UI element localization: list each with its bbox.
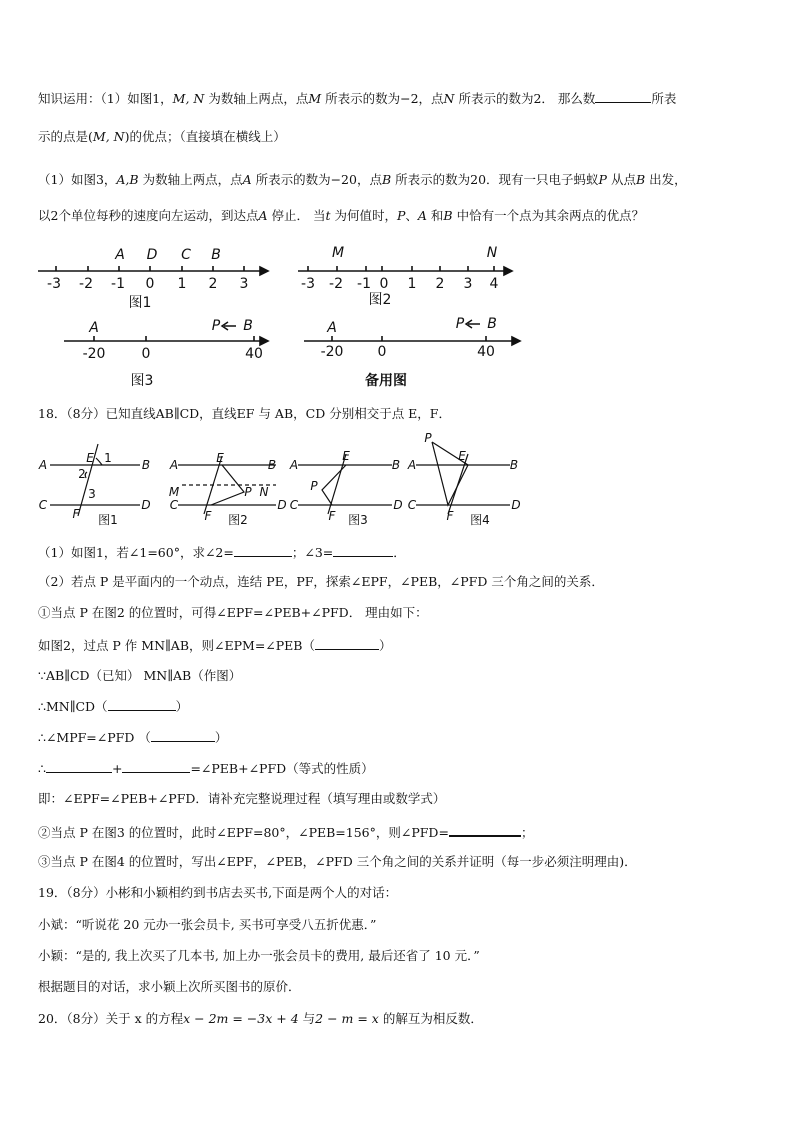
question-19-ask [38,979,301,995]
geo-label: F [204,509,212,523]
text: ） [378,638,392,653]
text: ． [393,545,406,560]
point-label: A [327,320,337,336]
text: 与 [298,1011,316,1026]
answer-blank[interactable] [122,760,190,773]
math: t [325,208,331,223]
text: 、 [405,208,418,223]
math: A,B [116,172,139,187]
equation: x − 2m = −3x + 4 [183,1011,299,1026]
point-label: B [211,247,221,263]
geo-label: F [328,509,336,523]
text: ∵AB∥CD（已知） MN∥AB（作图） [38,668,242,683]
geo-label: F [446,509,454,523]
geo-label: D [393,498,403,512]
answer-blank[interactable] [333,544,393,557]
figure-caption: 图1 [128,295,152,311]
point-label: P [455,316,465,332]
text: =∠PEB+∠PFD（等式的性质） [190,761,374,776]
step-5 [38,729,227,746]
question-20-title [38,1011,483,1027]
geo-label: B [267,458,277,472]
math: M, N [172,91,205,106]
text: 小斌：“听说花 20 元办一张会员卡, 买书可享受八五折优惠．” [38,917,377,932]
tick-label: 3 [239,276,249,292]
text: （2）若点 P 是平面内的一个动点，连结 PE，PF，探索∠EPF，∠PEB，∠PFD 三个角之间的关系． [38,574,604,589]
geometry-figures [36,432,526,532]
text: 20．（8分）关于 x 的方程 [38,1011,184,1026]
tick-label: 1 [407,276,417,292]
text: ∴∠MPF=∠PFD （ [38,730,151,745]
tick-label: 1 [177,276,187,292]
text: 所表示的数为−20，点 [251,172,382,187]
text: ） [175,699,189,714]
geo-label: E [458,449,466,463]
step-2 [38,637,392,654]
math: N [443,91,455,106]
text: 所表示的数为20．现有一只电子蚂蚁 [391,172,599,187]
geo-label: P [310,479,318,493]
text: 停止． 当 [267,208,326,223]
point-label: P [211,318,221,334]
text-line-4 [38,208,644,224]
answer-blank[interactable] [315,637,379,650]
equation: 2 − m = x [315,1011,379,1026]
question-18-part-1 [38,544,406,561]
text: （1）如图3， [38,172,117,187]
text: 知识运用：（1）如图1， [38,91,173,106]
text: 18．（8分）已知直线AB∥CD，直线EF 与 AB，CD 分别相交于点 E，F． [38,406,451,421]
geo-label: E [86,451,94,465]
text: 如图2，过点 P 作 MN∥AB，则∠EPM=∠PEB（ [38,638,315,653]
question-19-title [38,885,397,901]
step-4 [38,698,188,715]
geo-label: B [391,458,401,472]
text: 和 [426,208,444,223]
point-label: A [89,320,99,336]
geo-label: C [407,498,417,512]
tick-label: -3 [301,276,315,292]
math: M [308,91,322,106]
text: 所表示的数为−2，点 [321,91,444,106]
geo-label: P [424,432,432,445]
text: ； [520,825,534,840]
step-6 [38,760,374,777]
text-line-2 [38,129,286,145]
geo-label: D [141,498,151,512]
text: 示的点是( [38,129,93,144]
text: )的优点；（直接填在横线上） [124,129,286,144]
text: ∴ [38,761,46,776]
point-label: N [486,245,498,261]
tick-label: 0 [379,276,389,292]
text: ；∠3= [291,545,334,560]
text: 即：∠EPF=∠PEB+∠PFD．请补充完整说理过程（填写理由或数学式） [38,791,446,806]
math: A [417,208,427,223]
tick-label: -20 [320,344,344,360]
text: 所表 [651,91,677,106]
point-label: D [146,247,158,263]
text: 为数轴上两点，点 [138,172,243,187]
step-7 [38,791,445,807]
answer-blank[interactable] [108,698,176,711]
step-3 [38,668,241,684]
tick-label: 2 [435,276,445,292]
answer-blank[interactable] [151,729,215,742]
tick-label: -2 [329,276,343,292]
geo-label: E [216,451,224,465]
step-8 [38,823,533,841]
tick-label: -2 [79,276,93,292]
tick-label: -3 [47,276,61,292]
tick-label: 3 [463,276,473,292]
angle-label: 1 [104,451,112,465]
angle-label: 2 [78,467,86,481]
point-label: C [181,247,191,263]
question-18-title [38,406,451,422]
question-18-part-2 [38,574,604,590]
tick-label: 2 [208,276,218,292]
step-1 [38,605,428,621]
figure-caption: 图4 [470,513,490,527]
geo-label: E [342,449,350,463]
geo-label: D [277,498,287,512]
text: 出发， [645,172,687,187]
dialogue-1 [38,917,376,933]
answer-blank[interactable] [595,90,651,103]
figure-caption: 图3 [130,373,154,389]
tick-label: 0 [141,346,151,362]
figure-caption: 图1 [98,513,118,527]
geo-label: P [244,485,252,499]
geo-label: M [168,485,180,499]
figure-caption: 图3 [348,513,368,527]
text: 为何值时， [330,208,397,223]
text-line-1 [38,90,676,107]
dialogue-2 [38,948,480,964]
text: 以2个单位每秒的速度向左运动，到达点 [38,208,259,223]
text: ③当点 P 在图4 的位置时，写出∠EPF，∠PEB，∠PFD 三个角之间的关系并证明（每一步必须注明理由)． [38,854,637,869]
text: 小颖：“是的, 我上次买了几本书, 加上办一张会员卡的费用, 最后还省了 10 元．” [38,948,480,963]
point-label: M [331,245,345,261]
text: 的解互为相反数． [378,1011,483,1026]
math: A [242,172,252,187]
geo-label: A [169,458,179,472]
math: B [635,172,646,187]
angle-label: 3 [88,487,96,501]
tick-label: 0 [145,276,155,292]
figure-caption: 图2 [228,513,248,527]
text: 19．（8分）小彬和小颖相约到书店去买书,下面是两个人的对话： [38,885,398,900]
point-label: B [487,316,497,332]
text-line-3 [38,172,687,188]
text: + [111,761,123,776]
text: ∴MN∥CD（ [38,699,108,714]
geo-label: A [38,458,48,472]
geo-label: A [407,458,417,472]
figure-caption: 图2 [368,292,392,308]
point-label: B [243,318,253,334]
geo-label: B [141,458,151,472]
point-label: A [115,247,125,263]
geo-label: N [259,485,269,499]
geo-label: A [289,458,299,472]
math: P [598,172,607,187]
tick-label: 40 [477,344,495,360]
step-9 [38,854,637,870]
math: M, N [92,129,125,144]
text: 从点 [606,172,636,187]
text: ②当点 P 在图3 的位置时，此时∠EPF=80°，∠PEB=156°，则∠PFD= [38,825,449,840]
text: ） [214,730,228,745]
tick-label: -1 [357,276,371,292]
answer-blank[interactable] [449,823,521,837]
geo-label: F [72,507,80,521]
text: ①当点 P 在图2 的位置时，可得∠EPF=∠PEB+∠PFD． 理由如下： [38,605,428,620]
math: A [258,208,268,223]
text: 为数轴上两点，点 [204,91,309,106]
math: B [381,172,392,187]
answer-blank[interactable] [234,544,292,557]
geo-label: D [511,498,521,512]
geo-label: C [289,498,299,512]
number-line-figures [36,240,526,390]
tick-label: -20 [82,346,106,362]
answer-blank[interactable] [46,760,112,773]
geo-label: C [38,498,48,512]
text: 根据题目的对话，求小颖上次所买图书的原价． [38,979,301,994]
tick-label: 40 [245,346,263,362]
tick-label: -1 [111,276,125,292]
geo-label: C [169,498,179,512]
tick-label: 0 [377,344,387,360]
math: B [443,208,453,223]
tick-label: 4 [489,276,499,292]
text: （1）如图1，若∠1=60°，求∠2= [38,545,234,560]
text: 中恰有一个点为其余两点的优点？ [452,208,645,223]
geo-label: B [509,458,519,472]
figure-caption: 备用图 [365,373,407,389]
math: P [396,208,406,223]
text: 所表示的数为2． 那么数 [454,91,596,106]
